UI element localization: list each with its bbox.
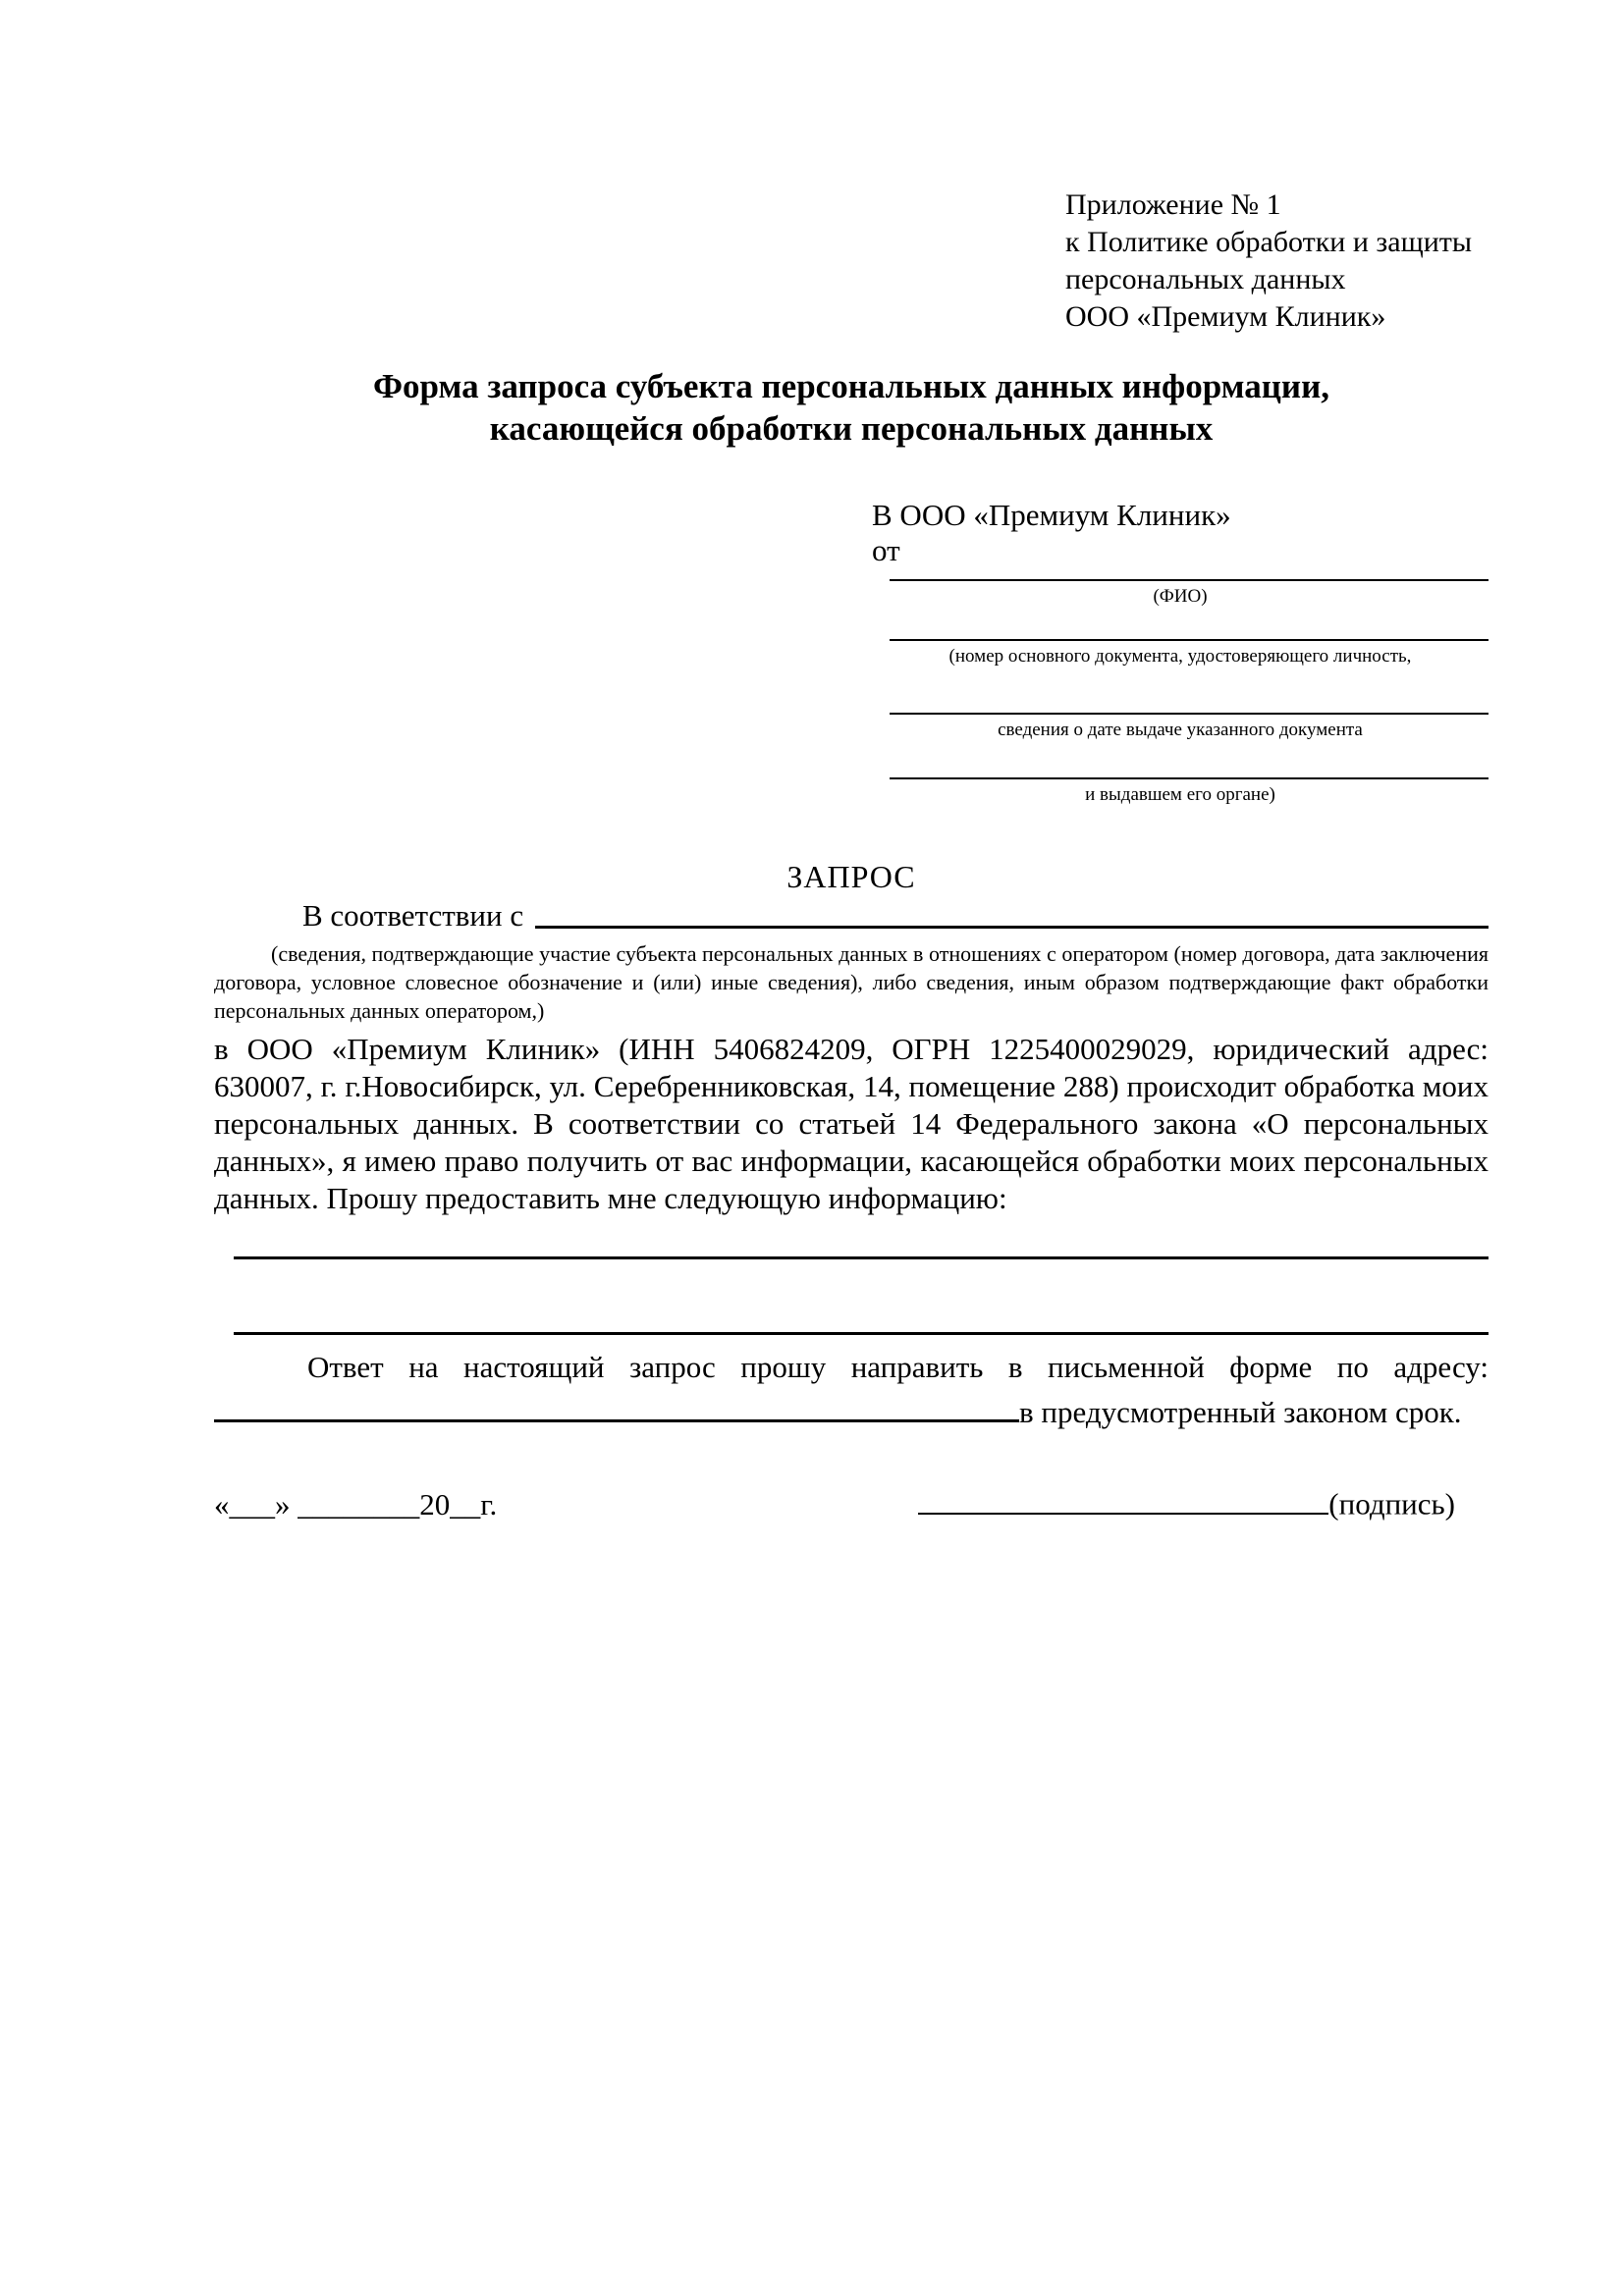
footnote-text: (сведения, подтверждающие участие субъекта персональных данных в отношениях с оператором (номер договора, дата заключения договора, условное словесное обозначение и (или) иные сведения), либо сведения, иным образом подтверждающие факт обработки персональных данных оператором,): [214, 941, 1489, 1023]
signature-blank-line[interactable]: [918, 1484, 1328, 1515]
issue-date-blank-line[interactable]: [890, 671, 1489, 715]
fio-blank-line[interactable]: [890, 567, 1489, 581]
document-title: [214, 365, 1489, 450]
signature-field: [918, 1484, 1455, 1522]
fio-caption: (ФИО): [1153, 586, 1208, 607]
request-heading: ЗАПРОС: [786, 859, 916, 894]
addressee-to: В ООО «Премиум Клиник»: [872, 498, 1231, 532]
document-title-line-2: касающейся обработки персональных данных: [489, 409, 1214, 448]
document-title-line-1: Форма запроса субъекта персональных данных информации,: [372, 367, 1330, 405]
document-number-field: [872, 612, 1489, 671]
reply-text: Ответ на настоящий запрос прошу направить в письменной форме по адресу:: [307, 1350, 1489, 1384]
request-body-text: в ООО «Премиум Клиник» (ИНН 5406824209, ОГРН 1225400029029, юридический адрес: 630007, г. г.Новосибирск, ул. Серебренниковская, 14, помещение 288) происходит обработка моих персональных данных. В соответствии со статьей 14 Федерального закона «О персональных данных», я имею право получить от вас информации, касающейся обработки моих персональных данных. Прошу предоставить мне следующую информацию:: [214, 1032, 1489, 1215]
issue-date-caption: сведения о дате выдаче указанного документа: [998, 720, 1363, 740]
issuing-authority-blank-line[interactable]: [890, 745, 1489, 779]
appendix-line-1: Приложение № 1: [1065, 188, 1281, 221]
signature-row: [214, 1484, 1489, 1522]
signature-caption: (подпись): [1328, 1486, 1455, 1522]
addressee-block: [872, 497, 1489, 810]
request-intro-label: В соответствии с: [302, 898, 524, 933]
appendix-line-2: к Политике обработки и защиты: [1065, 226, 1473, 258]
appendix-header: [1065, 187, 1489, 336]
document-number-blank-line[interactable]: [890, 612, 1489, 641]
request-intro-row: [214, 896, 1489, 935]
issue-date-field: [872, 671, 1489, 745]
reply-tail: в предусмотренный законом срок.: [1019, 1395, 1462, 1429]
appendix-line-4: ООО «Премиум Клиник»: [1065, 300, 1386, 333]
reply-paragraph: [214, 1345, 1489, 1435]
fio-field: [872, 567, 1489, 612]
issuing-authority-field: [872, 745, 1489, 810]
info-blank-line-1[interactable]: [234, 1256, 1489, 1259]
address-blank-line[interactable]: [214, 1391, 1019, 1422]
basis-blank-line[interactable]: [535, 926, 1489, 929]
info-blank-line-2[interactable]: [234, 1332, 1489, 1335]
addressee-from: от: [872, 533, 900, 567]
date-field[interactable]: «___» ________20__г.: [214, 1486, 498, 1522]
appendix-line-3: персональных данных: [1065, 263, 1346, 295]
document-number-caption: (номер основного документа, удостоверяющего личность,: [948, 646, 1412, 667]
issuing-authority-caption: и выдавшем его органе): [1085, 784, 1275, 805]
